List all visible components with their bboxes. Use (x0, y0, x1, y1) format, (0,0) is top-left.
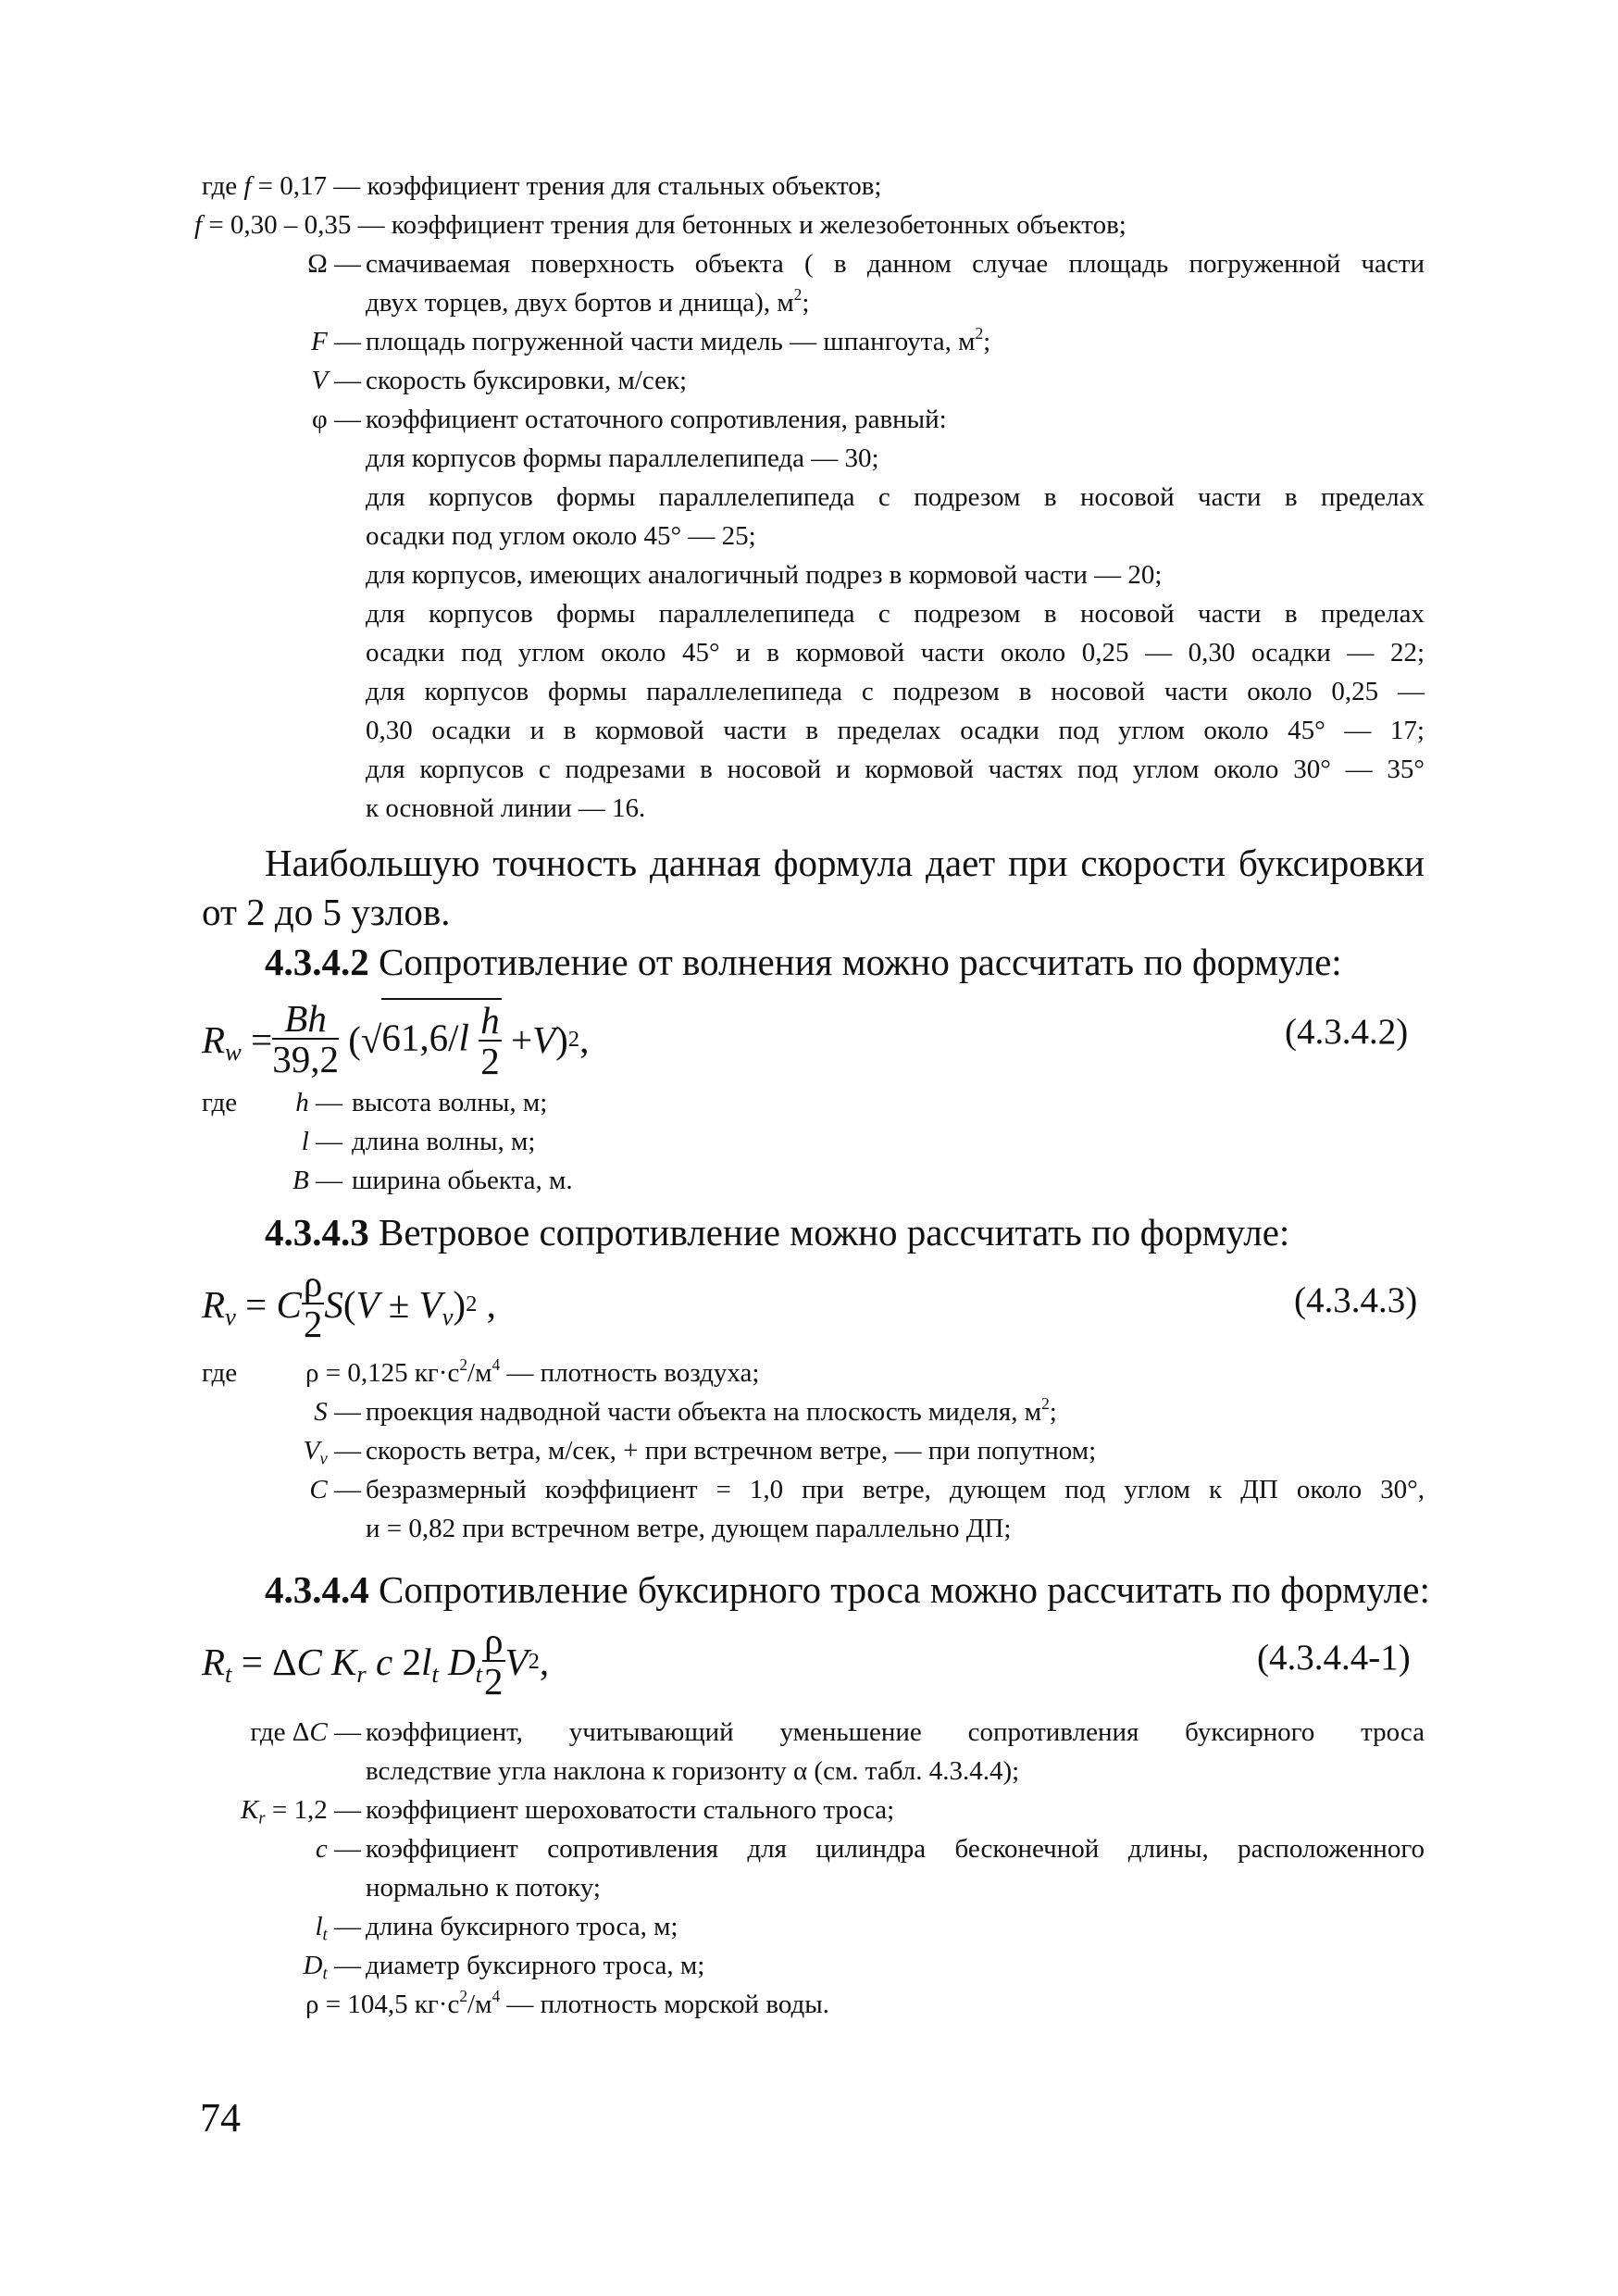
phi-item: к основной линии — 16. (366, 793, 646, 823)
V-label: V — (311, 366, 361, 395)
lt-def: длина буксирного троса, м; (366, 1912, 678, 1941)
dC-def-line2: вследствие угла наклона к горизонту α (см. табл. 4.3.4.4); (366, 1756, 1020, 1786)
phi-label: φ — (312, 405, 361, 434)
friction-steel-line: где f = 0,17 — коэффициент трения для стальных объектов; (202, 171, 882, 201)
omega-def-line2: двух торцев, двух бортов и днища), $м^2$; (366, 284, 810, 318)
h-label: h — (295, 1088, 342, 1117)
C-def-line1: безразмерный коэффициент = 1,0 при ветре, дующем под углом к ДП около 30°, (366, 1475, 1425, 1504)
dC-def-line1: коэффициент, учитывающий уменьшение сопротивления буксирного троса (366, 1717, 1425, 1747)
phi-item: 0,30 осадки и в кормовой части в пределах осадки под углом около 45° — 17; (366, 716, 1425, 745)
section-4344-heading: 4.3.4.4 Сопротивление буксирного троса можно рассчитать по формуле: (265, 1568, 1430, 1611)
phi-item: для корпусов формы параллелепипеда с подрезом в носовой части в пределах (366, 599, 1425, 629)
Vv-label: $V_v$ — (303, 1436, 361, 1469)
c-label: c — (315, 1834, 361, 1864)
c-def-line2: нормально к потоку; (366, 1873, 601, 1903)
S-label: S — (314, 1397, 361, 1427)
phi-item: осадки под углом около 45° и в кормовой части около 0,25 — 0,30 осадки — 22; (366, 638, 1425, 668)
paragraph-line1: Наибольшую точность данная формула дает при скорости буксировки (265, 842, 1425, 884)
phi-item: для корпусов формы параллелепипеда с подрезом в носовой части в пределах (366, 482, 1425, 512)
S-def: проекция надводной части объекта на плоскость миделя, $м^2$; (366, 1393, 1057, 1427)
section-4343-heading: 4.3.4.3 Ветровое сопротивление можно рассчитать по формуле: (265, 1211, 1290, 1254)
formula-4342: $R_w$ = $\frac{Bh}{39,2}$ ( √ 61,6/l $\frac{h}{2}$ + V ) 2 , (202, 996, 590, 1082)
paragraph-line2: от 2 до 5 узлов. (202, 891, 451, 933)
friction-concrete-line: f = 0,30 – 0,35 — коэффициент трения для бетонных и железобетонных объектов; (194, 210, 1126, 240)
l-def: длина волны, м; (352, 1127, 536, 1156)
equation-number-4343: (4.3.4.3) (1294, 1280, 1418, 1320)
F-label: F — (311, 327, 361, 356)
B-label: B — (292, 1166, 342, 1195)
l-label: l — (301, 1127, 342, 1156)
phi-item: осадки под углом около 45° — 25; (366, 521, 756, 551)
formula-4344: $R_t$ = Δ C $K_r$ c 2 $l_t$ $D_t$ $\frac{\rho}{2}$ V 2 , (202, 1618, 550, 1703)
where-label: где (202, 1358, 238, 1388)
omega-label: Ω — (307, 249, 361, 279)
Vv-def: скорость ветра, м/сек, + при встречном ветре, — при попутном; (366, 1436, 1097, 1466)
F-def: площадь погруженной части мидель — шпангоута, $м^2$; (366, 323, 991, 356)
omega-def-line1: смачиваемая поверхность объекта ( в данном случае площадь погруженной части (366, 249, 1425, 279)
phi-item: для корпусов формы параллелепипеда — 30; (366, 443, 879, 473)
Kr-def: коэффициент шероховатости стального троса; (366, 1795, 895, 1825)
phi-item: для корпусов формы параллелепипеда с подрезом в носовой части около 0,25 — (366, 677, 1425, 706)
formula-4343: $R_v$ = C $\frac{\rho}{2}$ S ( V ± $V_v$ ) 2 , (202, 1261, 496, 1345)
Kr-label: $K_r = 1,2$ — (240, 1795, 361, 1828)
h-def: высота волны, м; (352, 1088, 548, 1117)
equation-number-4342: (4.3.4.2) (1285, 1012, 1409, 1052)
C-def-line2: и = 0,82 при встречном ветре, дующем параллельно ДП; (366, 1514, 1012, 1543)
V-def: скорость буксировки, м/сек; (366, 366, 688, 395)
lt-label: $l_t$ — (315, 1912, 361, 1945)
dC-label: где ΔC — (250, 1717, 361, 1747)
rho-air-def: ρ = 0,125 $кг\cdot с^2/м^4$ — плотность воздуха; (305, 1354, 760, 1388)
c-def-line1: коэффициент сопротивления для цилиндра бесконечной длины, расположенного (366, 1834, 1425, 1864)
rho-water-def: ρ = 104,5 $кг\cdot с^2/м^4$ — плотность морской воды. (305, 1986, 829, 2019)
phi-def: коэффициент остаточного сопротивления, равный: (366, 405, 947, 434)
where-label: где (202, 1088, 238, 1117)
phi-item: для корпусов с подрезами в носовой и кормовой частях под углом около 30° — 35° (366, 755, 1425, 784)
B-def: ширина обьекта, м. (352, 1166, 573, 1195)
Dt-label: $D_t$ — (303, 1951, 361, 1984)
equation-number-4344: (4.3.4.4-1) (1257, 1638, 1411, 1678)
C-label: C — (309, 1475, 361, 1504)
phi-item: для корпусов, имеющих аналогичный подрез в кормовой части — 20; (366, 560, 1163, 590)
Dt-def: диаметр буксирного троса, м; (366, 1951, 705, 1980)
page-number: 74 (200, 2095, 241, 2140)
section-4342-heading: 4.3.4.2 Сопротивление от волнения можно рассчитать по формуле: (265, 941, 1342, 983)
